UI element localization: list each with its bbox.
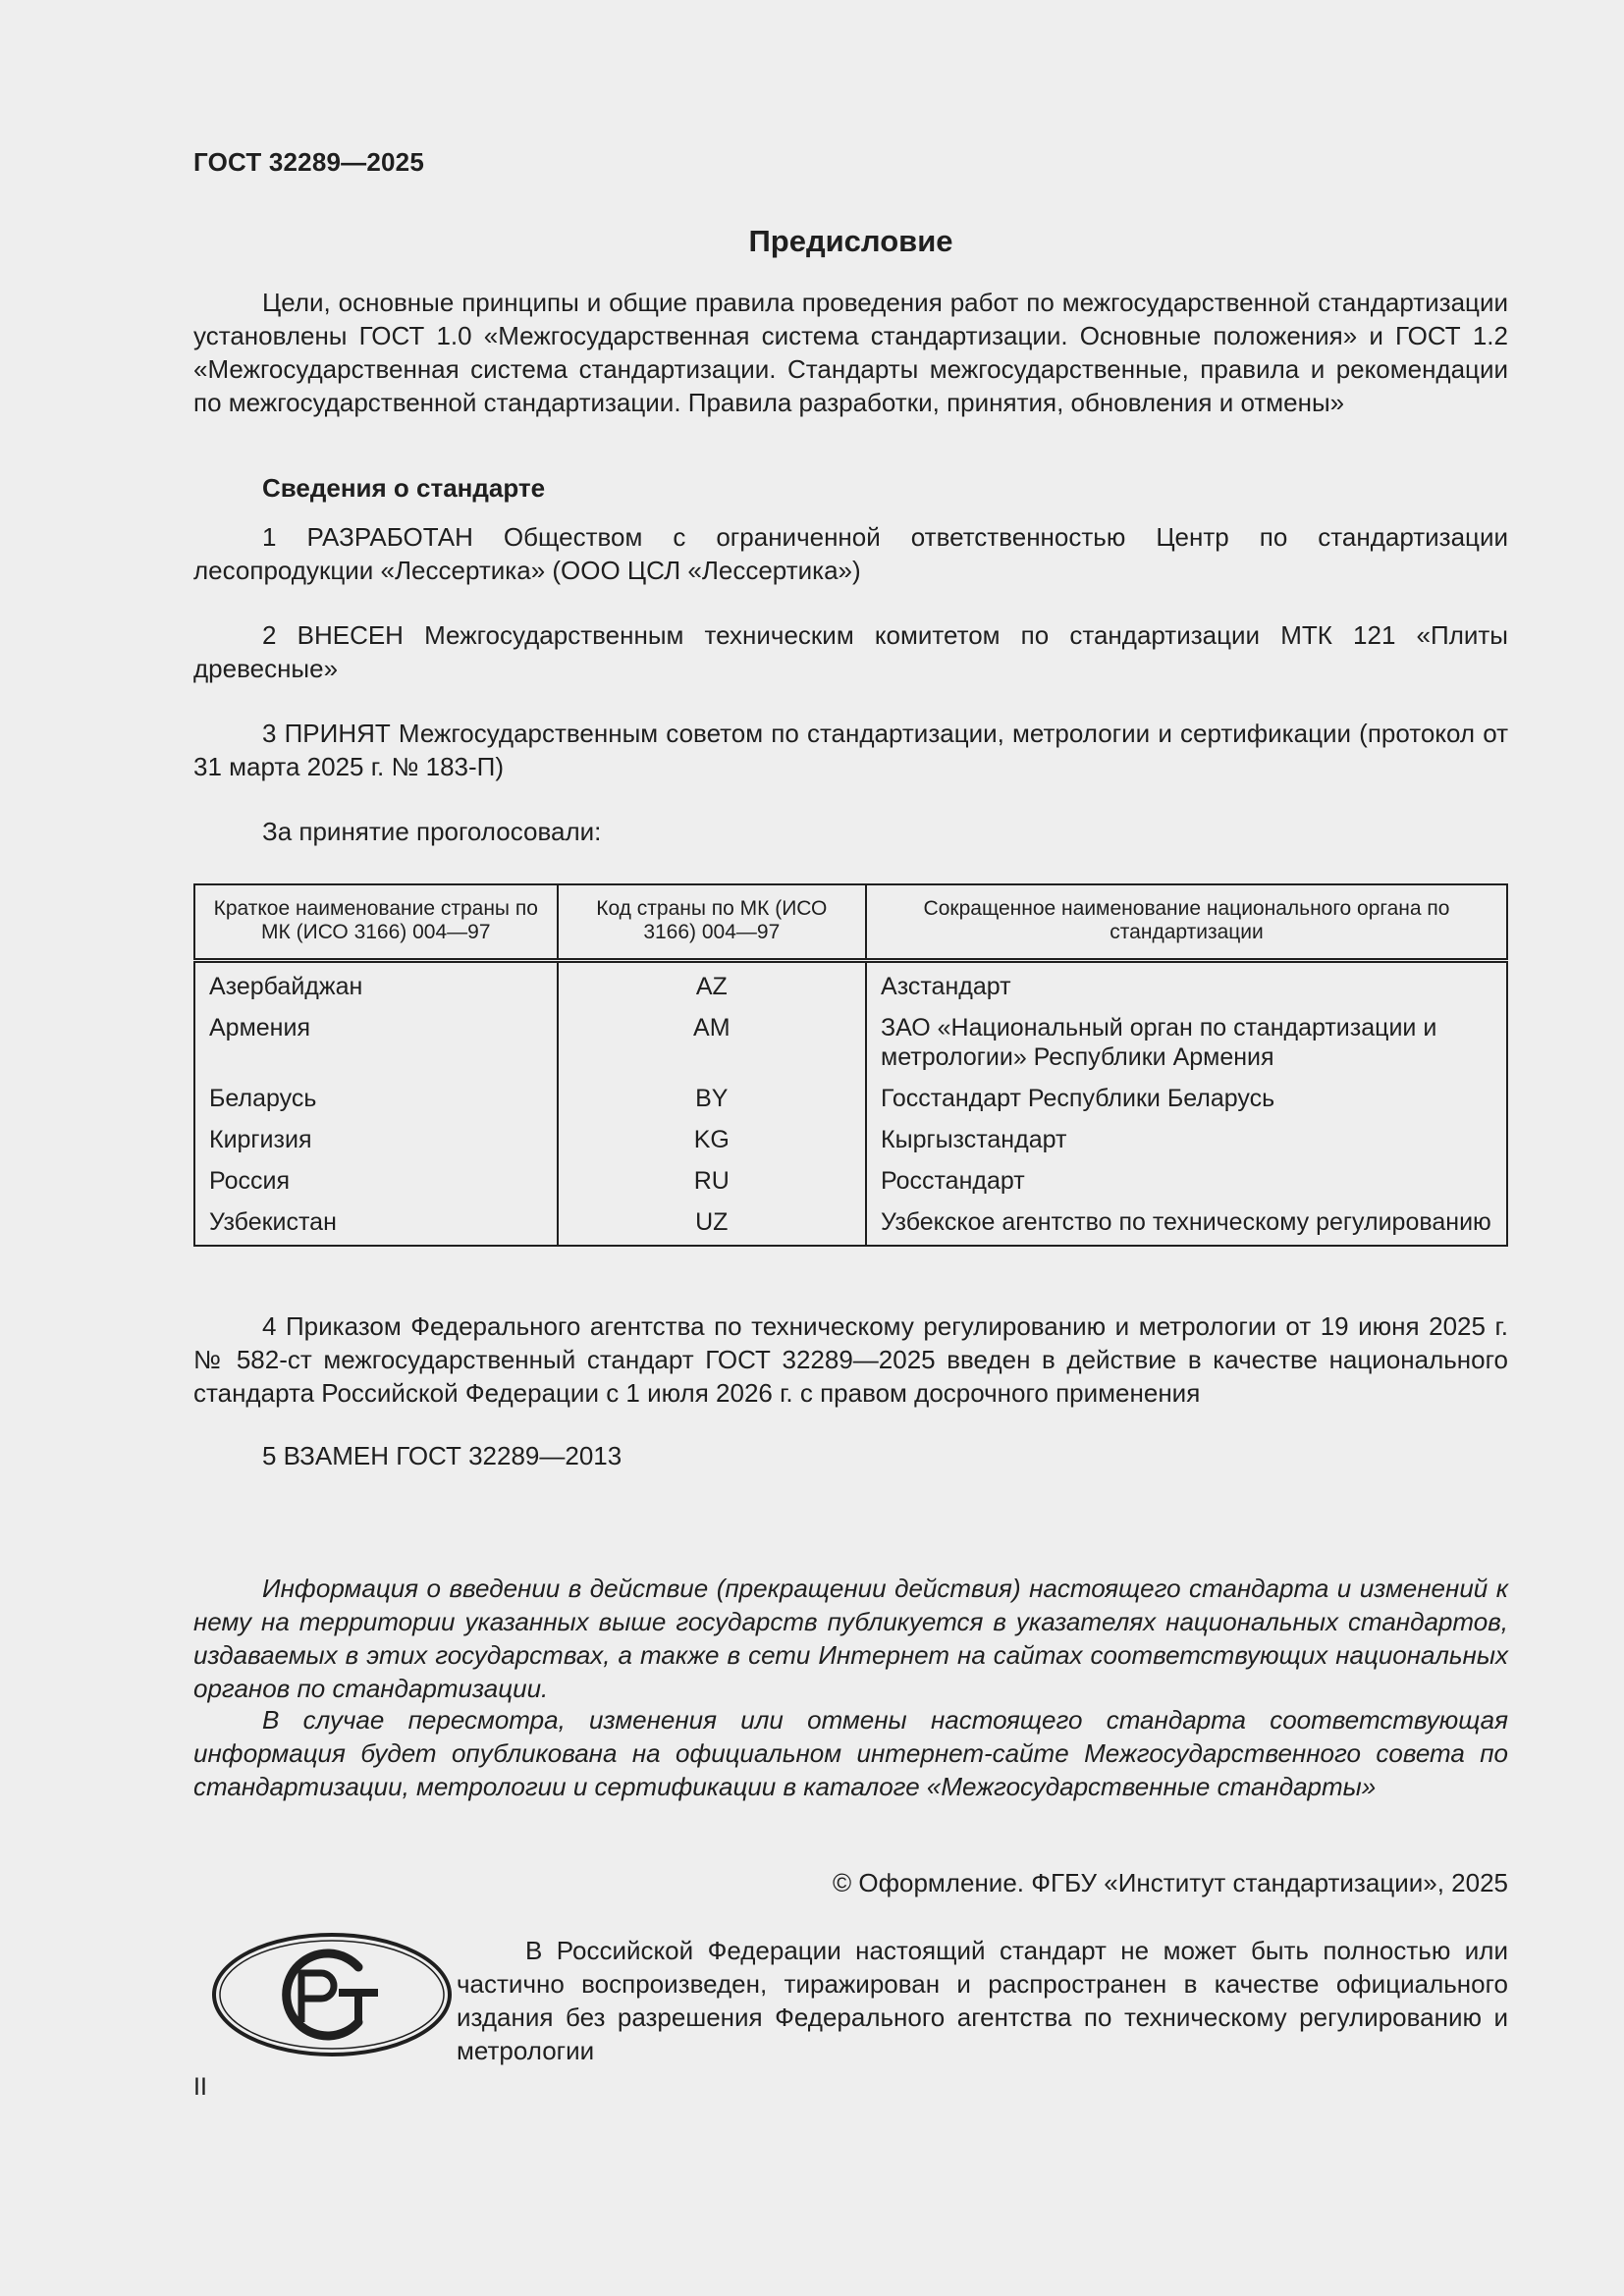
authority-name: Росстандарт — [881, 1167, 1025, 1195]
copyright-line: © Оформление. ФГБУ «Институт стандартизации», 2025 — [833, 1868, 1508, 1897]
document-id: ГОСТ 32289—2025 — [193, 147, 424, 177]
table-row — [194, 1004, 1507, 1075]
note-introduction-info: Информация о введении в действие (прекращении действия) настоящего стандарта и изменений к нему на территории указанных выше государств публикуется в указателях национальных стандартов, издаваемых в этих государствах, а также в сети Интернет на сайтах соответствующих национальных органов по стандартизации. — [193, 1574, 1508, 1703]
country-code: AZ — [558, 961, 866, 1005]
voting-countries-table — [193, 883, 1508, 1247]
country-name: Узбекистан — [194, 1199, 558, 1246]
country-code: RU — [558, 1157, 866, 1199]
intro-paragraph: Цели, основные принципы и общие правила проведения работ по межгосударственной стандартизации установлены ГОСТ 1.0 «Межгосударственная система стандартизации. Основные положения» и ГОСТ 1.2 «Межгосударственная система стандартизации. Стандарты межгосударственные, правила и рекомендации по межгосударственной стандартизации. Правила разработки, принятия, обновления и отмены» — [193, 288, 1508, 417]
country-name: Армения — [194, 1004, 558, 1075]
country-name: Россия — [194, 1157, 558, 1199]
country-code: UZ — [558, 1199, 866, 1246]
item-adopted: 3 ПРИНЯТ Межгосударственным советом по стандартизации, метрологии и сертификации (протокол от 31 марта 2025 г. № 183-П) — [193, 719, 1508, 781]
note-revision-info: В случае пересмотра, изменения или отмены настоящего стандарта соответствующая информация будет опубликована на официальном интернет-сайте Межгосударственного совета по стандартизации, метрологии и сертификации в каталоге «Межгосударственные стандарты» — [193, 1705, 1508, 1801]
info-heading: Сведения о стандарте — [262, 473, 546, 503]
authority-name: Азстандарт — [881, 973, 1011, 1000]
authority-name: Кыргызстандарт — [881, 1126, 1067, 1153]
authority-name: ЗАО «Национальный орган по стандартизации и метрологии» Республики Армения — [881, 1014, 1437, 1071]
column-header-code: Код страны по МК (ИСО 3166) 004—97 — [558, 884, 866, 961]
gost-r-certification-mark-icon — [211, 1932, 453, 2062]
table-row — [194, 961, 1507, 1005]
page-title: Предисловие — [748, 224, 953, 258]
country-code: KG — [558, 1116, 866, 1157]
page-number: II — [193, 2073, 207, 2101]
item-order: 4 Приказом Федерального агентства по техническому регулированию и метрологии от 19 июня 2025 г. № 582-ст межгосударственный стандарт ГОСТ 32289—2025 введен в действие в качестве национального стандарта Российской Федерации с 1 июля 2026 г. с правом досрочного применения — [193, 1311, 1508, 1408]
country-name: Беларусь — [194, 1075, 558, 1116]
country-code: BY — [558, 1075, 866, 1116]
table-header-row — [194, 884, 1507, 961]
table-row — [194, 1199, 1507, 1246]
country-name: Азербайджан — [194, 961, 558, 1005]
voted-label: За принятие проголосовали: — [262, 817, 602, 846]
item-developed: 1 РАЗРАБОТАН Обществом с ограниченной ответственностью Центр по стандартизации лесопродукции «Лессертика» (ООО ЦСЛ «Лессертика») — [193, 522, 1508, 585]
authority-name: Узбекское агентство по техническому регулированию — [881, 1208, 1491, 1236]
copyright-notice: В Российской Федерации настоящий стандарт не может быть полностью или частично воспроизведен, тиражирован и распространен в качестве официального издания без разрешения Федерального агентства по техническому регулированию и метрологии — [457, 1936, 1508, 2065]
table-row — [194, 1157, 1507, 1199]
table-row — [194, 1116, 1507, 1157]
table-row — [194, 1075, 1507, 1116]
authority-name: Госстандарт Республики Беларусь — [881, 1085, 1275, 1112]
country-code: AM — [558, 1004, 866, 1075]
item-replaces: 5 ВЗАМЕН ГОСТ 32289—2013 — [262, 1441, 623, 1470]
country-name: Киргизия — [194, 1116, 558, 1157]
column-header-country: Краткое наименование страны по МК (ИСО 3166) 004—97 — [194, 884, 558, 961]
column-header-authority: Сокращенное наименование национального органа по стандартизации — [866, 884, 1507, 961]
item-submitted: 2 ВНЕСЕН Межгосударственным техническим комитетом по стандартизации МТК 121 «Плиты древесные» — [193, 620, 1508, 683]
